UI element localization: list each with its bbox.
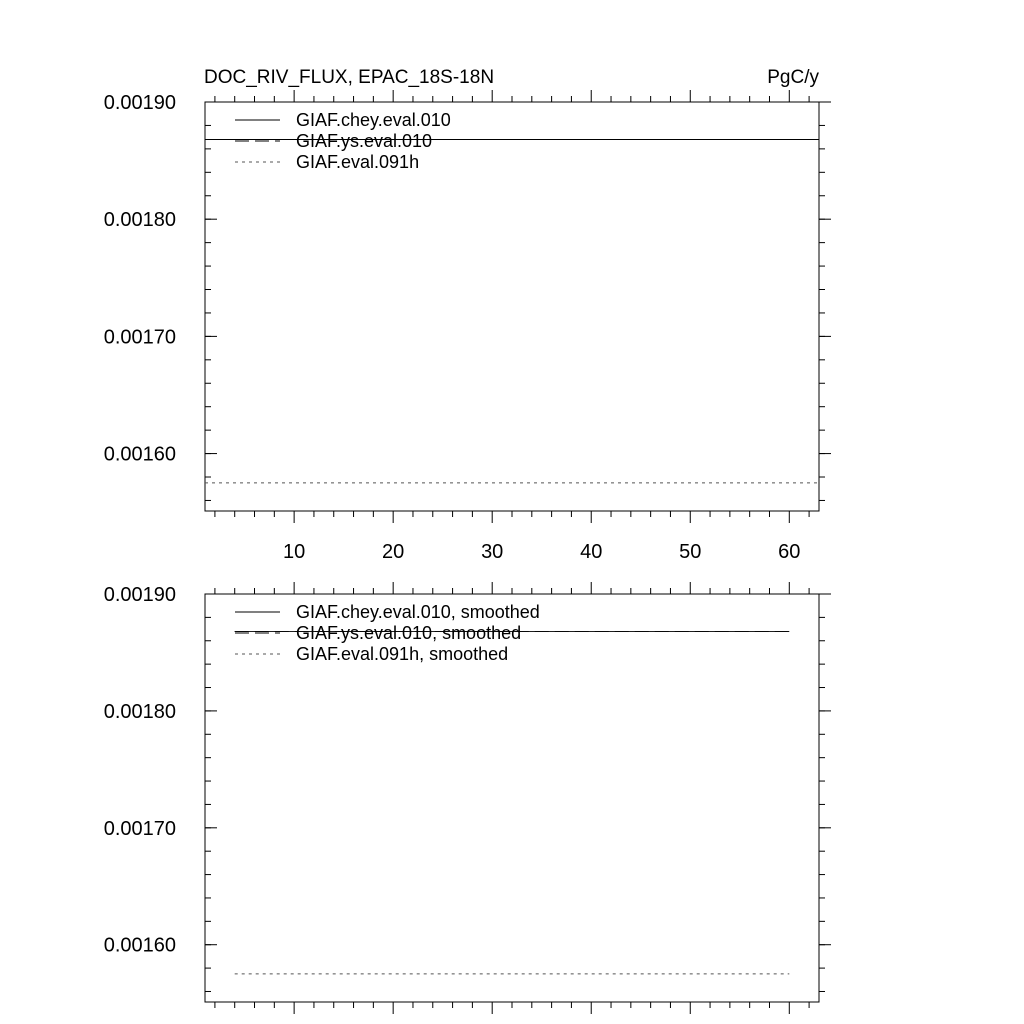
x-tick-label: 30 [481,541,504,563]
legend-label: GIAF.eval.091h, smoothed [296,644,509,664]
y-tick-label: 0.00190 [103,92,176,114]
y-tick-label: 0.00190 [103,584,176,606]
x-tick-label: 60 [778,541,801,563]
units-label: PgC/y [767,67,819,88]
y-tick-label: 0.00180 [103,700,176,723]
legend-label: GIAF.ys.eval.010 [296,131,433,151]
x-tick-label: 40 [580,541,603,563]
x-tick-label: 50 [679,541,702,563]
bottom-panel [104,582,831,1014]
legend-label: GIAF.chey.eval.010, smoothed [296,602,540,622]
legend-label: GIAF.ys.eval.010, smoothed [296,623,522,643]
x-tick-label: 20 [382,541,405,563]
legend-label: GIAF.eval.091h [296,152,420,172]
legend-label: GIAF.chey.eval.010 [296,110,451,130]
y-tick-label: 0.00160 [103,934,176,957]
y-tick-label: 0.00180 [103,209,176,232]
chart-title: DOC_RIV_FLUX, EPAC_18S-18N [204,67,495,88]
top-panel [104,67,831,563]
x-tick-label: 10 [283,541,306,563]
y-tick-label: 0.00160 [103,443,176,466]
y-tick-label: 0.00170 [103,326,176,349]
y-tick-label: 0.00170 [103,817,176,840]
